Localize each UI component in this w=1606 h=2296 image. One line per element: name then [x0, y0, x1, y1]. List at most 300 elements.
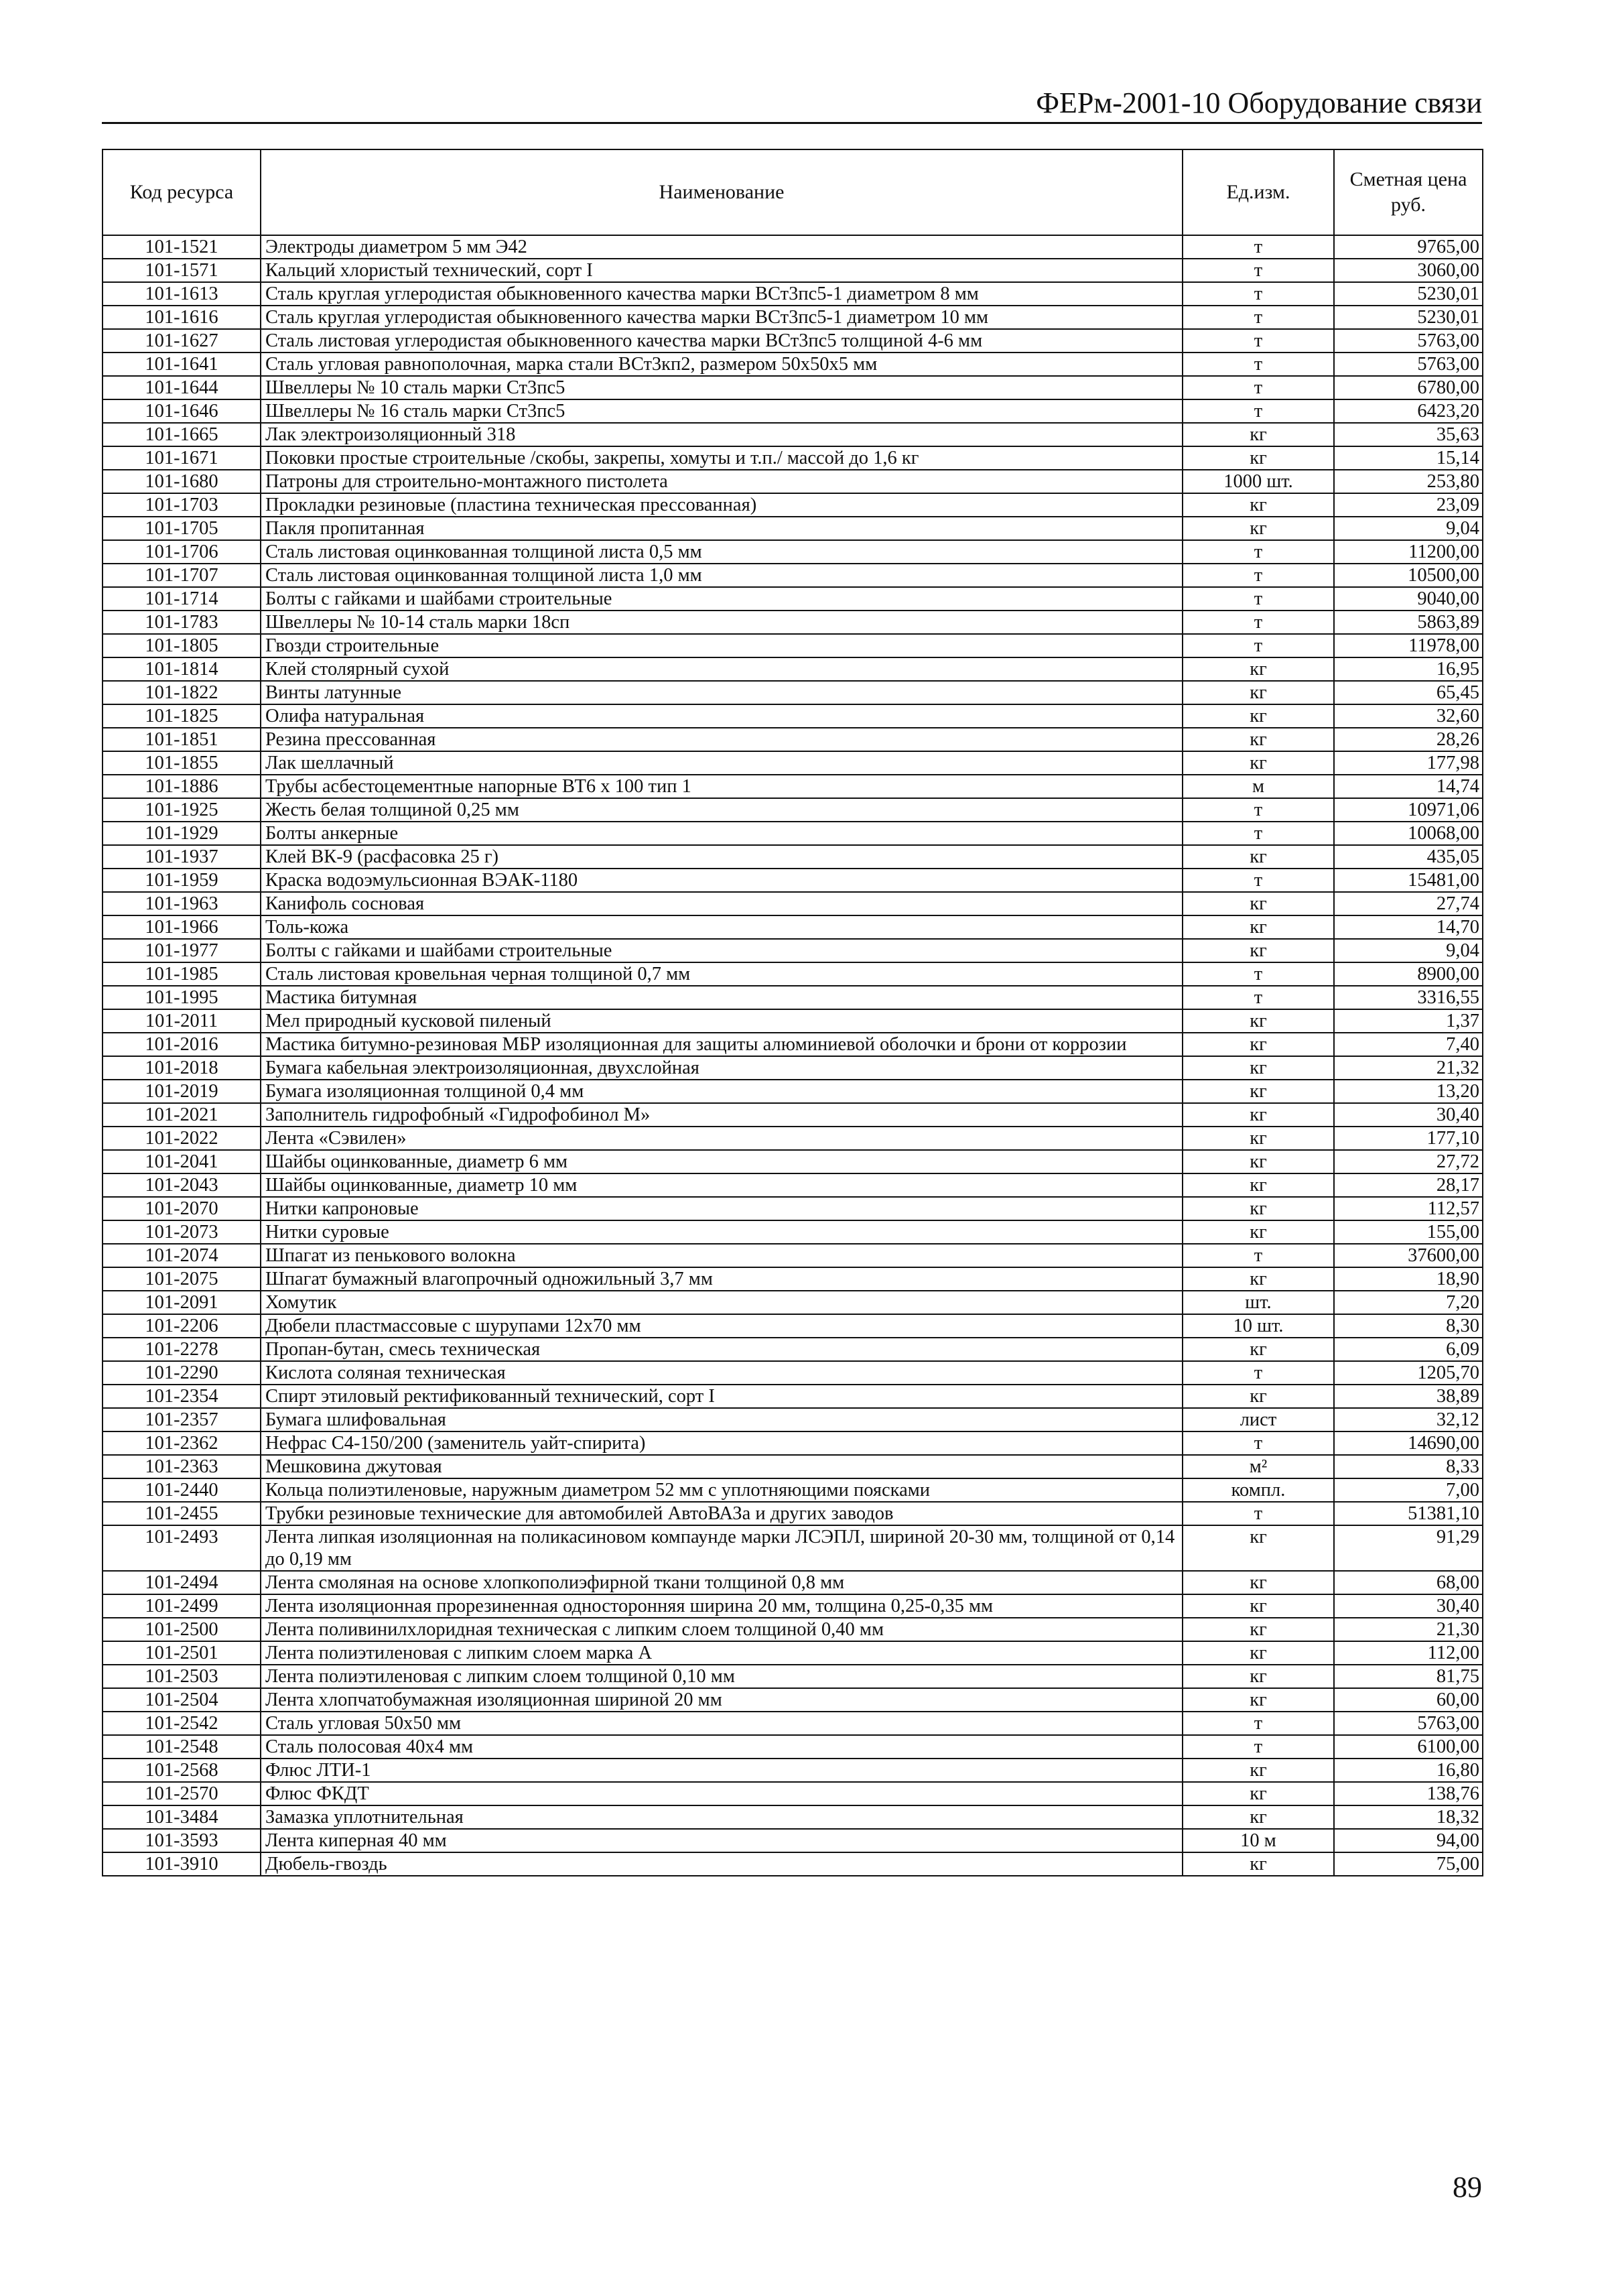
resource-code-cell: 101-1783 [103, 611, 261, 634]
resource-code-cell: 101-3484 [103, 1805, 261, 1829]
price-cell: 18,32 [1334, 1805, 1483, 1829]
resource-code-cell: 101-2278 [103, 1338, 261, 1361]
resource-name-cell: Патроны для строительно-монтажного пистолета [261, 470, 1183, 493]
unit-cell: кг [1183, 681, 1334, 704]
resource-name-cell: Бумага изоляционная толщиной 0,4 мм [261, 1080, 1183, 1103]
table-row [103, 376, 1483, 399]
resource-name-cell: Олифа натуральная [261, 704, 1183, 728]
unit-cell: кг [1183, 1009, 1334, 1033]
resource-name-cell: Винты латунные [261, 681, 1183, 704]
resource-code-cell: 101-1706 [103, 540, 261, 564]
resource-code-cell: 101-1851 [103, 728, 261, 751]
price-cell: 30,40 [1334, 1103, 1483, 1127]
resource-code-cell: 101-1886 [103, 775, 261, 798]
table-row [103, 611, 1483, 634]
resource-name-cell: Лента поливинилхлоридная техническая с липким слоем толщиной 0,40 мм [261, 1618, 1183, 1641]
unit-cell: кг [1183, 1080, 1334, 1103]
resource-code-cell: 101-1714 [103, 587, 261, 611]
resource-name-cell: Толь-кожа [261, 915, 1183, 939]
table-row [103, 657, 1483, 681]
unit-cell: кг [1183, 1641, 1334, 1665]
resource-code-cell: 101-2570 [103, 1782, 261, 1805]
resource-code-cell: 101-2019 [103, 1080, 261, 1103]
resource-name-cell: Мел природный кусковой пиленый [261, 1009, 1183, 1033]
resource-name-cell: Сталь листовая оцинкованная толщиной листа 0,5 мм [261, 540, 1183, 564]
resource-name-cell: Прокладки резиновые (пластина техническая прессованная) [261, 493, 1183, 517]
table-row [103, 1103, 1483, 1127]
price-cell: 9,04 [1334, 939, 1483, 962]
resource-name-cell: Шпагат бумажный влагопрочный одножильный 3,7 мм [261, 1267, 1183, 1291]
resource-name-cell: Хомутик [261, 1291, 1183, 1314]
unit-cell: кг [1183, 517, 1334, 540]
resource-name-cell: Лента изоляционная прорезиненная односторонняя ширина 20 мм, толщина 0,25-0,35 мм [261, 1594, 1183, 1618]
page-header: ФЕРм-2001-10 Оборудование связи [102, 86, 1482, 124]
price-cell: 65,45 [1334, 681, 1483, 704]
resource-name-cell: Замазка уплотнительная [261, 1805, 1183, 1829]
resource-name-cell: Лак электроизоляционный 318 [261, 423, 1183, 446]
price-cell: 15,14 [1334, 446, 1483, 470]
resource-name-cell: Мешковина джутовая [261, 1455, 1183, 1478]
resource-name-cell: Кислота соляная техническая [261, 1361, 1183, 1385]
price-cell: 8,30 [1334, 1314, 1483, 1338]
resource-name-cell: Кольца полиэтиленовые, наружным диаметром 52 мм с уплотняющими поясками [261, 1478, 1183, 1502]
resource-name-cell: Сталь полосовая 40x4 мм [261, 1735, 1183, 1759]
resource-code-cell: 101-1822 [103, 681, 261, 704]
price-cell: 8,33 [1334, 1455, 1483, 1478]
table-row [103, 1665, 1483, 1688]
price-cell: 51381,10 [1334, 1502, 1483, 1525]
unit-cell: кг [1183, 446, 1334, 470]
price-cell: 155,00 [1334, 1220, 1483, 1244]
table-row [103, 1431, 1483, 1455]
unit-cell: кг [1183, 1782, 1334, 1805]
resource-code-cell: 101-2290 [103, 1361, 261, 1385]
price-cell: 13,20 [1334, 1080, 1483, 1103]
resource-name-cell: Сталь угловая равнополочная, марка стали ВСт3кп2, размером 50x50x5 мм [261, 353, 1183, 376]
unit-cell: кг [1183, 1197, 1334, 1220]
resource-code-cell: 101-1929 [103, 822, 261, 845]
table-row [103, 1009, 1483, 1033]
resource-name-cell: Сталь листовая углеродистая обыкновенного качества марки ВСт3пс5 толщиной 4-6 мм [261, 329, 1183, 353]
table-row [103, 1173, 1483, 1197]
unit-cell: т [1183, 1712, 1334, 1735]
table-row [103, 493, 1483, 517]
unit-cell: кг [1183, 892, 1334, 915]
resource-name-cell: Сталь круглая углеродистая обыкновенного качества марки ВСт3пс5-1 диаметром 10 мм [261, 306, 1183, 329]
resource-name-cell: Нитки капроновые [261, 1197, 1183, 1220]
table-row [103, 822, 1483, 845]
price-cell: 30,40 [1334, 1594, 1483, 1618]
resource-code-cell: 101-2206 [103, 1314, 261, 1338]
resource-name-cell: Краска водоэмульсионная ВЭАК-1180 [261, 869, 1183, 892]
resource-name-cell: Сталь угловая 50x50 мм [261, 1712, 1183, 1735]
resource-name-cell: Швеллеры № 10-14 сталь марки 18сп [261, 611, 1183, 634]
price-cell: 5763,00 [1334, 329, 1483, 353]
table-row [103, 235, 1483, 259]
resource-code-cell: 101-2503 [103, 1665, 261, 1688]
price-cell: 7,40 [1334, 1033, 1483, 1056]
table-row [103, 306, 1483, 329]
unit-cell: т [1183, 376, 1334, 399]
table-row [103, 728, 1483, 751]
unit-cell: т [1183, 869, 1334, 892]
table-row [103, 1408, 1483, 1431]
table-row [103, 1455, 1483, 1478]
table-row [103, 1127, 1483, 1150]
table-row [103, 1314, 1483, 1338]
resource-name-cell: Мастика битумная [261, 986, 1183, 1009]
resource-code-cell: 101-1571 [103, 259, 261, 282]
table-header-row [103, 149, 1483, 235]
price-cell: 38,89 [1334, 1385, 1483, 1408]
resource-code-cell: 101-2455 [103, 1502, 261, 1525]
resource-code-cell: 101-2016 [103, 1033, 261, 1056]
price-cell: 21,30 [1334, 1618, 1483, 1641]
price-cell: 7,00 [1334, 1478, 1483, 1502]
table-row [103, 1852, 1483, 1876]
table-row [103, 1571, 1483, 1594]
resource-name-cell: Нефрас С4-150/200 (заменитель уайт-спирита) [261, 1431, 1183, 1455]
resource-code-cell: 101-2043 [103, 1173, 261, 1197]
resource-code-cell: 101-1705 [103, 517, 261, 540]
unit-cell: кг [1183, 1525, 1334, 1571]
resource-code-cell: 101-1963 [103, 892, 261, 915]
unit-cell: т [1183, 564, 1334, 587]
price-cell: 32,60 [1334, 704, 1483, 728]
resource-code-cell: 101-1707 [103, 564, 261, 587]
table-row [103, 681, 1483, 704]
unit-cell: кг [1183, 1173, 1334, 1197]
unit-cell: кг [1183, 657, 1334, 681]
resource-code-cell: 101-1644 [103, 376, 261, 399]
resource-name-cell: Швеллеры № 16 сталь марки Ст3пс5 [261, 399, 1183, 423]
price-cell: 21,32 [1334, 1056, 1483, 1080]
resource-name-cell: Трубки резиновые технические для автомобилей АвтоВАЗа и других заводов [261, 1502, 1183, 1525]
price-cell: 138,76 [1334, 1782, 1483, 1805]
resource-code-cell: 101-1627 [103, 329, 261, 353]
table-row [103, 1829, 1483, 1852]
price-cell: 28,26 [1334, 728, 1483, 751]
price-cell: 11978,00 [1334, 634, 1483, 657]
resource-name-cell: Нитки суровые [261, 1220, 1183, 1244]
table-row [103, 634, 1483, 657]
resource-code-cell: 101-2074 [103, 1244, 261, 1267]
price-cell: 16,80 [1334, 1759, 1483, 1782]
table-row [103, 423, 1483, 446]
unit-cell: кг [1183, 1385, 1334, 1408]
resource-name-cell: Лента смоляная на основе хлопкополиэфирной ткани толщиной 0,8 мм [261, 1571, 1183, 1594]
price-cell: 6100,00 [1334, 1735, 1483, 1759]
price-cell: 14,74 [1334, 775, 1483, 798]
unit-cell: т [1183, 822, 1334, 845]
price-cell: 35,63 [1334, 423, 1483, 446]
resource-code-cell: 101-1703 [103, 493, 261, 517]
resource-code-cell: 101-2542 [103, 1712, 261, 1735]
table-row [103, 1056, 1483, 1080]
price-cell: 10500,00 [1334, 564, 1483, 587]
column-header-code: Код ресурса [103, 149, 261, 235]
table-row [103, 1502, 1483, 1525]
resource-code-cell: 101-1671 [103, 446, 261, 470]
unit-cell: т [1183, 353, 1334, 376]
price-cell: 37600,00 [1334, 1244, 1483, 1267]
table-row [103, 1641, 1483, 1665]
unit-cell: т [1183, 399, 1334, 423]
unit-cell: т [1183, 1431, 1334, 1455]
resource-name-cell: Канифоль сосновая [261, 892, 1183, 915]
price-cell: 27,72 [1334, 1150, 1483, 1173]
unit-cell: т [1183, 540, 1334, 564]
table-row [103, 1197, 1483, 1220]
resource-code-cell: 101-2021 [103, 1103, 261, 1127]
unit-cell: 1000 шт. [1183, 470, 1334, 493]
resource-code-cell: 101-1641 [103, 353, 261, 376]
table-row [103, 704, 1483, 728]
table-row [103, 517, 1483, 540]
resource-code-cell: 101-1925 [103, 798, 261, 822]
resource-name-cell: Кальций хлористый технический, сорт I [261, 259, 1183, 282]
price-cell: 9040,00 [1334, 587, 1483, 611]
unit-cell: кг [1183, 1033, 1334, 1056]
table-row [103, 751, 1483, 775]
unit-cell: кг [1183, 751, 1334, 775]
table-row [103, 399, 1483, 423]
price-cell: 6,09 [1334, 1338, 1483, 1361]
resource-code-cell: 101-1646 [103, 399, 261, 423]
price-cell: 14690,00 [1334, 1431, 1483, 1455]
table-row [103, 986, 1483, 1009]
price-cell: 112,57 [1334, 1197, 1483, 1220]
resource-code-cell: 101-2499 [103, 1594, 261, 1618]
unit-cell: кг [1183, 1056, 1334, 1080]
resource-code-cell: 101-2493 [103, 1525, 261, 1571]
price-cell: 1,37 [1334, 1009, 1483, 1033]
resource-code-cell: 101-1613 [103, 282, 261, 306]
unit-cell: т [1183, 282, 1334, 306]
unit-cell: кг [1183, 915, 1334, 939]
resource-code-cell: 101-2440 [103, 1478, 261, 1502]
price-cell: 5230,01 [1334, 282, 1483, 306]
unit-cell: кг [1183, 1805, 1334, 1829]
resource-name-cell: Лента полиэтиленовая с липким слоем толщиной 0,10 мм [261, 1665, 1183, 1688]
resource-code-cell: 101-1995 [103, 986, 261, 1009]
resource-name-cell: Лента киперная 40 мм [261, 1829, 1183, 1852]
resource-code-cell: 101-2494 [103, 1571, 261, 1594]
resource-code-cell: 101-2075 [103, 1267, 261, 1291]
table-row [103, 470, 1483, 493]
table-row [103, 1525, 1483, 1571]
unit-cell: 10 м [1183, 1829, 1334, 1852]
table-row [103, 564, 1483, 587]
resource-code-cell: 101-2070 [103, 1197, 261, 1220]
resource-name-cell: Дюбели пластмассовые с шурупами 12x70 мм [261, 1314, 1183, 1338]
resource-name-cell: Лента «Сэвилен» [261, 1127, 1183, 1150]
table-row [103, 915, 1483, 939]
table-row [103, 1361, 1483, 1385]
table-row [103, 329, 1483, 353]
price-cell: 60,00 [1334, 1688, 1483, 1712]
resource-name-cell: Шайбы оцинкованные, диаметр 10 мм [261, 1173, 1183, 1197]
resource-name-cell: Болты анкерные [261, 822, 1183, 845]
unit-cell: т [1183, 1502, 1334, 1525]
unit-cell: т [1183, 986, 1334, 1009]
resource-name-cell: Поковки простые строительные /скобы, закрепы, хомуты и т.п./ массой до 1,6 кг [261, 446, 1183, 470]
unit-cell: кг [1183, 1594, 1334, 1618]
price-cell: 27,74 [1334, 892, 1483, 915]
unit-cell: кг [1183, 1267, 1334, 1291]
price-cell: 3316,55 [1334, 986, 1483, 1009]
resource-name-cell: Сталь круглая углеродистая обыкновенного качества марки ВСт3пс5-1 диаметром 8 мм [261, 282, 1183, 306]
table-row [103, 587, 1483, 611]
resource-code-cell: 101-1959 [103, 869, 261, 892]
resource-code-cell: 101-2091 [103, 1291, 261, 1314]
unit-cell: кг [1183, 1150, 1334, 1173]
unit-cell: компл. [1183, 1478, 1334, 1502]
resource-code-cell: 101-2362 [103, 1431, 261, 1455]
unit-cell: кг [1183, 423, 1334, 446]
resource-code-cell: 101-2018 [103, 1056, 261, 1080]
page-number: 89 [1453, 2171, 1482, 2204]
unit-cell: кг [1183, 1220, 1334, 1244]
unit-cell: кг [1183, 1338, 1334, 1361]
price-cell: 10971,06 [1334, 798, 1483, 822]
unit-cell: 10 шт. [1183, 1314, 1334, 1338]
resource-name-cell: Лента хлопчатобумажная изоляционная шириной 20 мм [261, 1688, 1183, 1712]
resource-code-cell: 101-1966 [103, 915, 261, 939]
resource-code-cell: 101-2354 [103, 1385, 261, 1408]
unit-cell: т [1183, 1735, 1334, 1759]
resource-name-cell: Пакля пропитанная [261, 517, 1183, 540]
column-header-name: Наименование [261, 149, 1183, 235]
table-body [103, 235, 1483, 1876]
table-row [103, 282, 1483, 306]
table-row [103, 1805, 1483, 1829]
resource-name-cell: Пропан-бутан, смесь техническая [261, 1338, 1183, 1361]
price-cell: 5763,00 [1334, 353, 1483, 376]
resource-name-cell: Сталь листовая оцинкованная толщиной листа 1,0 мм [261, 564, 1183, 587]
price-cell: 10068,00 [1334, 822, 1483, 845]
resource-name-cell: Лента полиэтиленовая с липким слоем марка А [261, 1641, 1183, 1665]
price-cell: 23,09 [1334, 493, 1483, 517]
resource-code-cell: 101-1825 [103, 704, 261, 728]
unit-cell: кг [1183, 1571, 1334, 1594]
resource-name-cell: Клей столярный сухой [261, 657, 1183, 681]
resource-name-cell: Лак шеллачный [261, 751, 1183, 775]
resource-code-cell: 101-1855 [103, 751, 261, 775]
table-row [103, 1220, 1483, 1244]
resource-name-cell: Клей ВК-9 (расфасовка 25 г) [261, 845, 1183, 869]
resource-code-cell: 101-2363 [103, 1455, 261, 1478]
resource-name-cell: Флюс ЛТИ-1 [261, 1759, 1183, 1782]
table-row [103, 1688, 1483, 1712]
resource-code-cell: 101-1977 [103, 939, 261, 962]
unit-cell: т [1183, 235, 1334, 259]
table-row [103, 939, 1483, 962]
price-cell: 3060,00 [1334, 259, 1483, 282]
price-cell: 11200,00 [1334, 540, 1483, 564]
price-cell: 5863,89 [1334, 611, 1483, 634]
table-row [103, 259, 1483, 282]
resource-code-cell: 101-2500 [103, 1618, 261, 1641]
price-cell: 91,29 [1334, 1525, 1483, 1571]
price-cell: 253,80 [1334, 470, 1483, 493]
price-cell: 14,70 [1334, 915, 1483, 939]
table-row [103, 1478, 1483, 1502]
resource-code-cell: 101-1805 [103, 634, 261, 657]
price-cell: 7,20 [1334, 1291, 1483, 1314]
table-row [103, 1244, 1483, 1267]
resource-code-cell: 101-2568 [103, 1759, 261, 1782]
unit-cell: кг [1183, 1688, 1334, 1712]
table-row [103, 1150, 1483, 1173]
resource-name-cell: Шпагат из пенькового волокна [261, 1244, 1183, 1267]
resource-code-cell: 101-2041 [103, 1150, 261, 1173]
price-cell: 15481,00 [1334, 869, 1483, 892]
price-cell: 94,00 [1334, 1829, 1483, 1852]
resource-code-cell: 101-3593 [103, 1829, 261, 1852]
table-row [103, 1735, 1483, 1759]
price-cell: 112,00 [1334, 1641, 1483, 1665]
unit-cell: т [1183, 1361, 1334, 1385]
unit-cell: кг [1183, 939, 1334, 962]
price-cell: 177,98 [1334, 751, 1483, 775]
resource-name-cell: Швеллеры № 10 сталь марки Ст3пс5 [261, 376, 1183, 399]
unit-cell: кг [1183, 1665, 1334, 1688]
resource-name-cell: Сталь листовая кровельная черная толщиной 0,7 мм [261, 962, 1183, 986]
table-row [103, 1291, 1483, 1314]
price-cell: 6780,00 [1334, 376, 1483, 399]
table-row [103, 962, 1483, 986]
price-cell: 32,12 [1334, 1408, 1483, 1431]
price-cell: 28,17 [1334, 1173, 1483, 1197]
table-row [103, 446, 1483, 470]
unit-cell: кг [1183, 1618, 1334, 1641]
resource-code-cell: 101-1814 [103, 657, 261, 681]
column-header-price: Сметная цена руб. [1334, 149, 1483, 235]
table-row [103, 869, 1483, 892]
unit-cell: кг [1183, 728, 1334, 751]
resource-code-cell: 101-2011 [103, 1009, 261, 1033]
resource-name-cell: Спирт этиловый ректификованный технический, сорт I [261, 1385, 1183, 1408]
table-row [103, 1759, 1483, 1782]
table-row [103, 1385, 1483, 1408]
table-row [103, 353, 1483, 376]
price-cell: 16,95 [1334, 657, 1483, 681]
table-row [103, 1712, 1483, 1735]
price-cell: 8900,00 [1334, 962, 1483, 986]
unit-cell: кг [1183, 1127, 1334, 1150]
resource-code-cell: 101-2073 [103, 1220, 261, 1244]
resource-name-cell: Лента липкая изоляционная на поликасиновом компаунде марки ЛСЭПЛ, шириной 20-30 мм, толщиной от 0,14 до 0,19 мм [261, 1525, 1183, 1571]
resource-name-cell: Жесть белая толщиной 0,25 мм [261, 798, 1183, 822]
resource-name-cell: Болты с гайками и шайбами строительные [261, 939, 1183, 962]
unit-cell: т [1183, 634, 1334, 657]
table-row [103, 540, 1483, 564]
table-row [103, 1782, 1483, 1805]
price-cell: 81,75 [1334, 1665, 1483, 1688]
unit-cell: т [1183, 259, 1334, 282]
price-cell: 9,04 [1334, 517, 1483, 540]
resource-name-cell: Резина прессованная [261, 728, 1183, 751]
unit-cell: кг [1183, 1103, 1334, 1127]
table-row [103, 775, 1483, 798]
unit-cell: т [1183, 306, 1334, 329]
resource-code-cell: 101-2501 [103, 1641, 261, 1665]
unit-cell: кг [1183, 704, 1334, 728]
resource-name-cell: Заполнитель гидрофобный «Гидрофобинол М» [261, 1103, 1183, 1127]
table-row [103, 798, 1483, 822]
table-row [103, 1080, 1483, 1103]
